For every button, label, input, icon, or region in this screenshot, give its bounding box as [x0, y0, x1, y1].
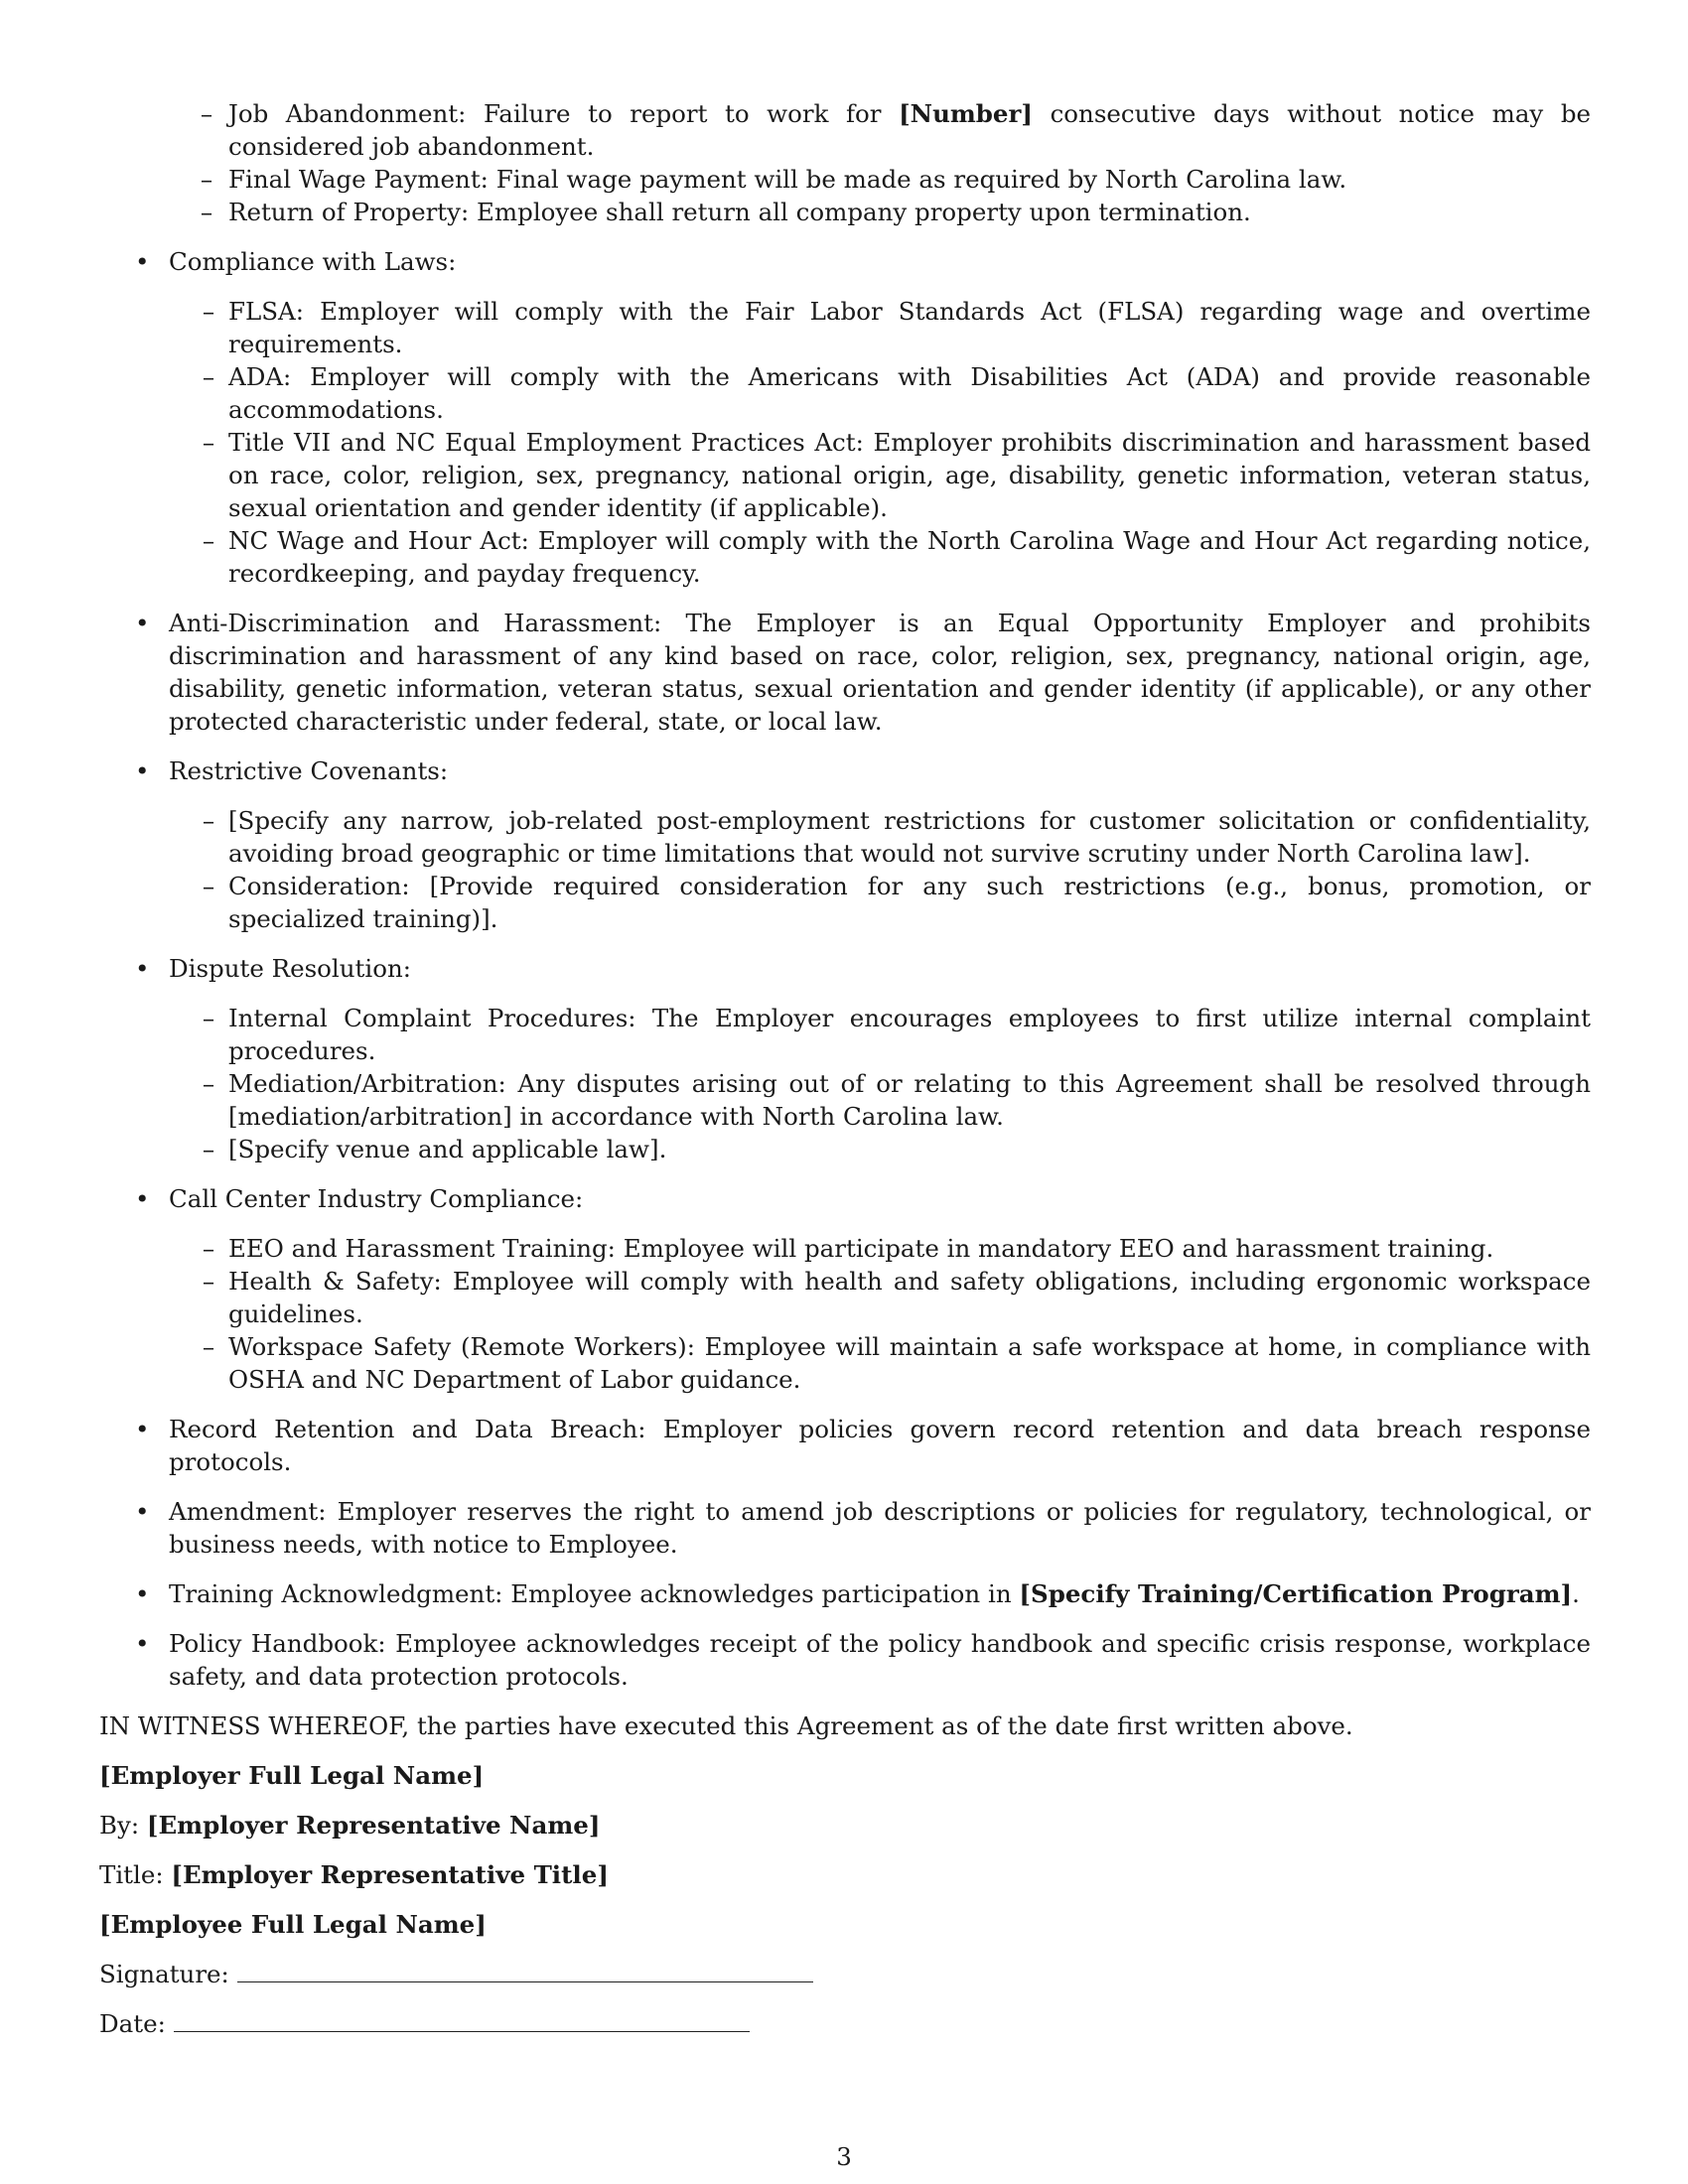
- witness-statement: IN WITNESS WHEREOF, the parties have executed this Agreement as of the date first written above.: [99, 1711, 1353, 1740]
- main-bullet-list: [99, 245, 1591, 1693]
- section-label-prefix: Training Acknowledgment: Employee acknowledges participation in: [169, 1579, 1020, 1608]
- bullet-marker: •: [135, 1579, 150, 1608]
- list-item: [169, 360, 1591, 426]
- list-item: [99, 196, 1591, 228]
- list-item: [99, 97, 1591, 163]
- item-text: NC Wage and Hour Act: Employer will comply with the North Carolina Wage and Hour Act regarding notice, recordkeeping, and payday frequency.: [228, 526, 1591, 588]
- dash-marker: –: [202, 872, 215, 900]
- signature-line: [99, 1958, 1591, 1990]
- dash-marker: –: [202, 1135, 215, 1163]
- section-label: Amendment: Employer reserves the right to amend job descriptions or policies for regulatory, technological, or business needs, with notice to Employee.: [169, 1497, 1591, 1559]
- list-item: [169, 870, 1591, 935]
- dash-marker: –: [202, 1234, 215, 1263]
- sub-list: [169, 804, 1591, 935]
- dash-marker: –: [202, 1069, 215, 1098]
- bullet-marker: •: [135, 609, 150, 637]
- item-text: Mediation/Arbitration: Any disputes arising out of or relating to this Agreement shall be resolved through [mediation/arbitration] in accordance with North Carolina law.: [228, 1069, 1591, 1131]
- by-line: [99, 1809, 1591, 1842]
- sub-list: [169, 1232, 1591, 1396]
- anti-discrimination-section: [99, 607, 1591, 738]
- bullet-marker: •: [135, 1184, 150, 1213]
- employee-name: [Employee Full Legal Name]: [99, 1910, 487, 1939]
- page-number: 3: [836, 2142, 852, 2171]
- return-property-text: Return of Property: Employee shall return all company property upon termination.: [228, 198, 1251, 226]
- title-label: Title:: [99, 1860, 172, 1889]
- sub-list: [169, 295, 1591, 590]
- job-abandonment-prefix: Job Abandonment: Failure to report to work for: [228, 99, 900, 128]
- document-page: [99, 97, 1591, 2057]
- by-value: [Employer Representative Name]: [146, 1811, 601, 1840]
- section-label: Compliance with Laws:: [169, 247, 457, 276]
- section-label: Record Retention and Data Breach: Employer policies govern record retention and data breach response protocols.: [169, 1415, 1591, 1476]
- continued-termination-list: [99, 97, 1591, 228]
- dash-marker: –: [202, 362, 215, 391]
- final-wage-text: Final Wage Payment: Final wage payment will be made as required by North Carolina law.: [228, 165, 1347, 194]
- list-item: [99, 163, 1591, 196]
- amendment-section: [99, 1495, 1591, 1561]
- date-field[interactable]: [174, 2009, 750, 2032]
- dash-marker: –: [202, 428, 215, 457]
- item-text: Title VII and NC Equal Employment Practices Act: Employer prohibits discrimination and harassment based on race, color, religion, sex, pregnancy, national origin, age, disability, genetic information, veteran status, sexual orientation and gender identity (if applicable).: [228, 428, 1591, 522]
- list-item: [169, 524, 1591, 590]
- item-text: Internal Complaint Procedures: The Employer encourages employees to first utilize internal complaint procedures.: [228, 1004, 1591, 1065]
- section-label: Policy Handbook: Employee acknowledges receipt of the policy handbook and specific crisis response, workplace safety, and data protection protocols.: [169, 1629, 1591, 1691]
- item-text: FLSA: Employer will comply with the Fair Labor Standards Act (FLSA) regarding wage and overtime requirements.: [228, 297, 1591, 358]
- training-program-placeholder: [Specify Training/Certification Program]: [1019, 1579, 1573, 1608]
- training-acknowledgment-section: [99, 1577, 1591, 1610]
- list-item: [169, 1265, 1591, 1330]
- list-item: [169, 426, 1591, 524]
- bullet-marker: •: [135, 1415, 150, 1443]
- signature-label: Signature:: [99, 1960, 237, 1988]
- list-item: [169, 1330, 1591, 1396]
- item-text: Consideration: [Provide required consideration for any such restrictions (e.g., bonus, promotion, or specialized training)].: [228, 872, 1591, 933]
- dash-marker: –: [200, 198, 213, 226]
- title-value: [Employer Representative Title]: [171, 1860, 609, 1889]
- title-line: [99, 1858, 1591, 1891]
- dash-marker: –: [202, 1004, 215, 1032]
- sub-list: [169, 1002, 1591, 1165]
- list-item: [169, 804, 1591, 870]
- list-item: [169, 1232, 1591, 1265]
- dash-marker: –: [202, 806, 215, 835]
- restrictive-covenants-section: [99, 754, 1591, 935]
- compliance-with-laws-section: [99, 245, 1591, 590]
- signature-field[interactable]: [237, 1960, 813, 1982]
- item-text: [Specify any narrow, job-related post-employment restrictions for customer solicitation or confidentiality, avoiding broad geographic or time limitations that would not survive scrutiny under North Carolina law].: [228, 806, 1591, 868]
- dash-marker: –: [200, 165, 213, 194]
- bullet-marker: •: [135, 1497, 150, 1526]
- list-item: [169, 1133, 1591, 1165]
- list-item: [169, 1067, 1591, 1133]
- section-label: Dispute Resolution:: [169, 954, 411, 983]
- date-line: [99, 2007, 1591, 2040]
- list-item: [169, 1002, 1591, 1067]
- item-text: EEO and Harassment Training: Employee will participate in mandatory EEO and harassment training.: [228, 1234, 1494, 1263]
- dash-marker: –: [200, 99, 213, 128]
- item-text: Workspace Safety (Remote Workers): Employee will maintain a safe workspace at home, in compliance with OSHA and NC Department of Labor guidance.: [228, 1332, 1591, 1394]
- dispute-resolution-section: [99, 952, 1591, 1165]
- employer-name: [Employer Full Legal Name]: [99, 1761, 485, 1790]
- item-text: [Specify venue and applicable law].: [228, 1135, 667, 1163]
- dash-marker: –: [202, 297, 215, 326]
- section-label: Restrictive Covenants:: [169, 756, 449, 785]
- section-label: Anti-Discrimination and Harassment: The Employer is an Equal Opportunity Employer and prohibits discrimination and harassment of any kind based on race, color, religion, sex, pregnancy, national origin, age, disability, genetic information, veteran status, sexual orientation and gender identity (if applicable), or any other protected characteristic under federal, state, or local law.: [169, 609, 1591, 736]
- policy-handbook-section: [99, 1627, 1591, 1693]
- list-item: [169, 295, 1591, 360]
- dash-marker: –: [202, 526, 215, 555]
- dash-marker: –: [202, 1267, 215, 1296]
- job-abandonment-number: [Number]: [899, 99, 1034, 128]
- dash-marker: –: [202, 1332, 215, 1361]
- date-label: Date:: [99, 2009, 174, 2038]
- item-text: Health & Safety: Employee will comply with health and safety obligations, including ergonomic workspace guidelines.: [228, 1267, 1591, 1328]
- bullet-marker: •: [135, 954, 150, 983]
- by-label: By:: [99, 1811, 147, 1840]
- item-text: ADA: Employer will comply with the Americans with Disabilities Act (ADA) and provide reasonable accommodations.: [228, 362, 1591, 424]
- bullet-marker: •: [135, 247, 150, 276]
- section-label-suffix: .: [1572, 1579, 1580, 1608]
- bullet-marker: •: [135, 756, 150, 785]
- job-abandonment-suffix: consecutive days without notice may be considered job abandonment.: [228, 99, 1591, 161]
- call-center-compliance-section: [99, 1182, 1591, 1396]
- section-label: Call Center Industry Compliance:: [169, 1184, 584, 1213]
- record-retention-section: [99, 1413, 1591, 1478]
- bullet-marker: •: [135, 1629, 150, 1658]
